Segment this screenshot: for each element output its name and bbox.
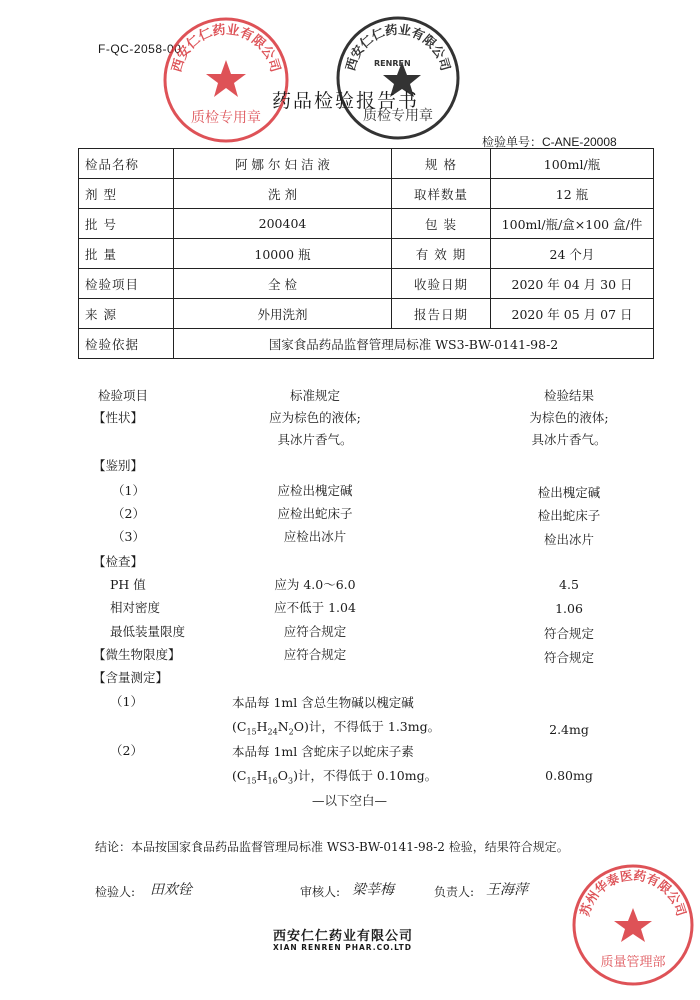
batch-value: 200404 [174, 209, 392, 239]
microbial-std: 应符合规定 [283, 647, 347, 662]
section-assay: 【含量测定】 [93, 670, 169, 685]
qty-value: 12 瓶 [491, 179, 654, 209]
report-date-label: 报告日期 [392, 299, 491, 329]
item-value: 全 检 [174, 269, 392, 299]
end-mark: —以下空白— [312, 793, 388, 808]
section-appearance: 【性状】 [93, 410, 144, 425]
appearance-std-1: 应为棕色的液体; [269, 410, 361, 425]
company-name: 西安仁仁药业有限公司 [273, 929, 414, 944]
ph-res: 4.5 [559, 577, 579, 592]
ident-3-std: 应检出冰片 [283, 529, 347, 544]
reviewer-signature: 梁莘梅 [352, 882, 394, 898]
assay-1-line-2 [232, 717, 440, 737]
formula-part: O)计，不得低于 1.3mg。 [293, 719, 441, 734]
table-row [79, 239, 654, 269]
appearance-res-2: 具冰片香气。 [531, 432, 607, 447]
size-label: 批 量 [79, 239, 174, 269]
ident-2-std: 应检出蛇床子 [277, 506, 353, 521]
form-value: 洗 剂 [174, 179, 392, 209]
formula-sub: 15 [246, 727, 257, 737]
assay-1-res: 2.4mg [549, 722, 589, 737]
pack-label: 包 装 [392, 209, 491, 239]
report-number: 检验单号：C-ANE-20008 [482, 135, 617, 149]
stamp-right-ring-text: 西安仁仁药业有限公司 [342, 21, 454, 73]
density-res: 1.06 [555, 601, 583, 616]
report-date-value: 2020 年 05 月 07 日 [491, 299, 654, 329]
ident-2-no: （2） [112, 506, 145, 521]
formula-sub: 24 [267, 727, 278, 737]
ident-2-res: 检出蛇床子 [537, 508, 601, 523]
formula-part: (C [232, 768, 247, 783]
assay-2-line-2 [232, 766, 437, 786]
page-title: 药品检验报告书 [272, 90, 420, 112]
spec-value: 100ml/瓶 [491, 149, 654, 179]
source-value: 外用洗剂 [174, 299, 392, 329]
spec-label: 规 格 [392, 149, 491, 179]
ident-3-res: 检出冰片 [543, 532, 594, 547]
responsible-signature: 王海萍 [486, 882, 528, 898]
table-row [79, 179, 654, 209]
ident-3-no: （3） [112, 529, 145, 544]
formula-part: (C [232, 719, 247, 734]
inspector-signature: 田欢铨 [150, 882, 192, 898]
item-label: 检验项目 [79, 269, 174, 299]
qc-stamp-left [160, 14, 292, 146]
company-name-en: XIAN RENREN PHAR.CO.LTD [273, 943, 413, 952]
basis-label: 检验依据 [79, 329, 174, 359]
stamp-right-logo: RENREN [374, 59, 411, 68]
table-row [79, 329, 654, 359]
ident-1-res: 检出槐定碱 [537, 485, 601, 500]
ph-std: 应为 4.0～6.0 [274, 577, 356, 592]
density-item: 相对密度 [110, 600, 161, 615]
assay-2-res: 0.80mg [545, 768, 593, 783]
formula-part: H [256, 768, 268, 783]
recv-value: 2020 年 04 月 30 日 [491, 269, 654, 299]
ident-1-no: （1） [112, 483, 145, 498]
qa-stamp-bottom [570, 862, 696, 988]
section-identification: 【鉴别】 [93, 458, 144, 473]
fill-item: 最低装量限度 [110, 624, 186, 639]
appearance-res-1: 为棕色的液体; [529, 410, 609, 425]
pack-value: 100ml/瓶/盒×100 盒/件 [491, 209, 654, 239]
qc-stamp-right [334, 14, 462, 142]
stamp-bottom-center: 质量管理部 [600, 955, 666, 970]
basis-value: 国家食品药品监督管理局标准 WS3-BW-0141-98-2 [174, 329, 654, 359]
name-label: 检品名称 [79, 149, 174, 179]
formula-sub: 16 [267, 776, 278, 786]
section-microbial: 【微生物限度】 [93, 647, 181, 662]
inspector-label: 检验人: [95, 885, 136, 899]
formula-sub: 2 [288, 727, 294, 737]
ident-1-std: 应检出槐定碱 [277, 483, 353, 498]
info-table [78, 148, 654, 359]
assay-2-no: （2） [110, 743, 143, 758]
table-row [79, 269, 654, 299]
expiry-label: 有 效 期 [392, 239, 491, 269]
formula-part: N [277, 719, 289, 734]
size-value: 10000 瓶 [174, 239, 392, 269]
formula-part: O [277, 768, 288, 783]
formula-sub: 3 [287, 776, 294, 786]
ph-item: PH 值 [110, 577, 146, 592]
formula-sub: 15 [246, 776, 257, 786]
assay-1-no: （1） [110, 694, 143, 709]
fill-res: 符合规定 [543, 626, 594, 641]
section-check: 【检查】 [93, 554, 144, 569]
assay-1-line-1: 本品每 1ml 含总生物碱以槐定碱 [232, 695, 414, 710]
stamp-bottom-ring-text: 苏州华泰医药有限公司 [576, 867, 690, 918]
density-std: 应不低于 1.04 [274, 600, 356, 615]
table-row [79, 209, 654, 239]
qty-label: 取样数量 [392, 179, 491, 209]
form-label: 剂 型 [79, 179, 174, 209]
stamp-right-center: 质检专用章 [363, 108, 433, 124]
results-header-res: 检验结果 [543, 388, 594, 403]
stamp-left-center: 质检专用章 [191, 110, 261, 126]
formula-part: )计，不得低于 0.10mg。 [293, 768, 438, 783]
fill-std: 应符合规定 [283, 624, 347, 639]
conclusion: 结论：本品按国家食品药品监督管理局标准 WS3-BW-0141-98-2 检验，结果符合规定。 [95, 840, 569, 854]
stamp-left-ring-text: 西安仁仁药业有限公司 [169, 22, 283, 75]
formula-part: H [256, 719, 268, 734]
source-label: 来 源 [79, 299, 174, 329]
name-value: 阿 娜 尔 妇 洁 液 [174, 149, 392, 179]
table-row [79, 149, 654, 179]
batch-label: 批 号 [79, 209, 174, 239]
reviewer-label: 审核人: [300, 885, 341, 899]
table-row [79, 299, 654, 329]
expiry-value: 24 个月 [491, 239, 654, 269]
microbial-res: 符合规定 [543, 650, 594, 665]
results-header-item: 检验项目 [98, 388, 149, 403]
results-header-std: 标准规定 [289, 388, 340, 403]
assay-2-line-1: 本品每 1ml 含蛇床子以蛇床子素 [232, 744, 414, 759]
document-number: F-QC-2058-00 [98, 42, 182, 56]
recv-label: 收验日期 [392, 269, 491, 299]
appearance-std-2: 具冰片香气。 [277, 432, 353, 447]
responsible-label: 负责人: [434, 885, 475, 899]
